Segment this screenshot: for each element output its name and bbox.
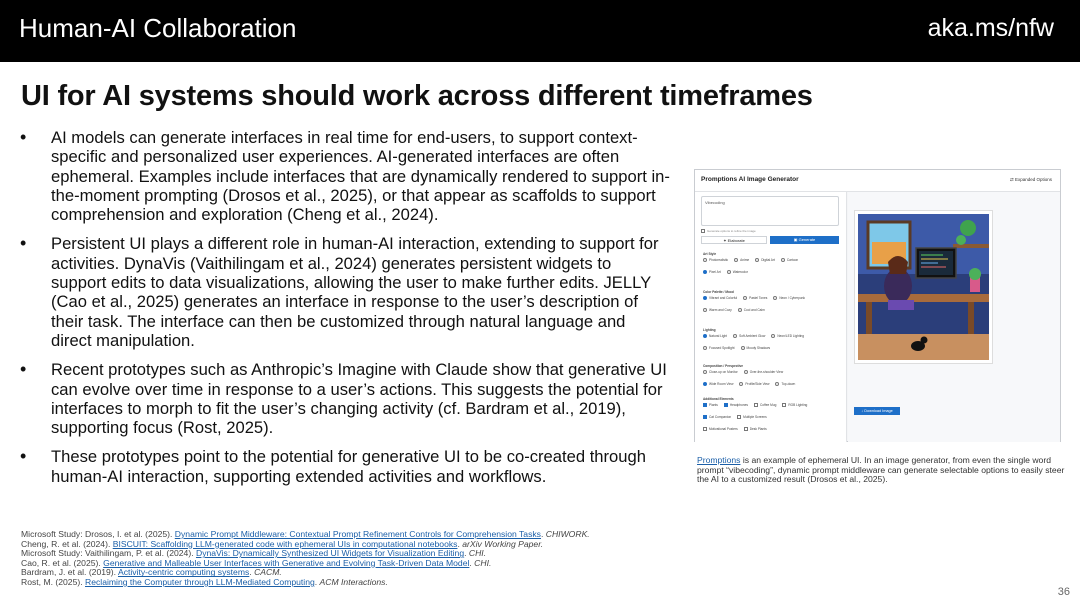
group-label: Composition / Perspective	[703, 364, 744, 368]
page-number: 36	[1057, 586, 1070, 598]
reference-item: Cao, R. et al. (2025). Generative and Malleable User Interfaces with Generative and Evolving Task-Driven Data Model. CHI.	[21, 557, 492, 568]
reference-item: Microsoft Study: Drosos, I. et al. (2025). Dynamic Prompt Middleware: Contextual Prompt Refinement Controls for Comprehension Tasks. CHIWORK.	[21, 529, 590, 539]
bullet-list	[20, 128, 670, 496]
bullet-item	[20, 447, 670, 486]
checkbox-icon[interactable]	[701, 229, 705, 233]
reference-link[interactable]: DynaVis: Dynamically Synthesized UI Widgets for Visualization Editing	[195, 548, 465, 559]
option-group-composition: Composition / Perspective Close-up on Monitor Over-the-shoulder View Wide Room View Profile/Side View Top-down	[703, 364, 801, 386]
group-label: Additional Elements	[703, 397, 734, 401]
bullet-text: Persistent UI plays a different role in human-AI interaction, extending to support for activities. DynaVis (Vaithilingam et al., 2024) generates persistent widgets to support edits to data visualizations, allowing the user to make further edits. JELLY (Cao et al., 2025) generates an interface in response to the user’s description of their task. The interface can then be customized through natural language and direct manipulation.	[51, 234, 659, 350]
bullet-item	[20, 128, 670, 224]
reference-item: Bardram, J. et al. (2019). Activity-centric computing systems. CACM.	[21, 567, 282, 578]
group-label: Lighting	[703, 328, 716, 332]
reference-link[interactable]: Activity-centric computing systems	[117, 567, 250, 578]
promptions-link[interactable]: Promptions	[697, 455, 741, 465]
hint-text: Generate options to refine the image	[701, 229, 756, 233]
reference-link[interactable]: BISCUIT: Scaffolding LLM-generated code with ephemeral UIs in computational notebooks	[112, 538, 458, 549]
generated-image	[854, 210, 993, 364]
prompt-input[interactable]: Vibecoding	[701, 196, 839, 226]
elaborate-button[interactable]: ✦ Elaborate	[701, 236, 767, 244]
vibecoding-illustration	[858, 214, 989, 360]
references	[21, 530, 701, 588]
slide-title: UI for AI systems should work across different timeframes	[21, 80, 813, 112]
reference-item: Cheng, R. et al. (2024). BISCUIT: Scaffolding LLM-generated code with ephemeral UIs in computational notebooks. arXiv Working Paper.	[21, 538, 544, 549]
bullet-text: AI models can generate interfaces in real time for end-users, to support context-specific and personalized user experiences. AI-generated interfaces are often ephemeral. Examples include interfaces that are dynamically rendered to support in-the-moment prompting (Drosos et al., 2025), or that appear as scaffolds to support comprehension and exploration (Cheng et al., 2024).	[51, 128, 670, 225]
expanded-options-toggle[interactable]: ⇄ Expanded Options	[1009, 177, 1052, 182]
header-link[interactable]: aka.ms/nfw	[927, 14, 1054, 42]
reference-link[interactable]: Generative and Malleable User Interfaces with Generative and Evolving Task-Driven Data Model	[103, 557, 470, 568]
option-group-art-style: Art Style Photorealistic Anime Digital Art Cartoon Pixel Art Watercolor	[703, 252, 804, 274]
app-title: Promptions AI Image Generator	[701, 176, 799, 183]
bullet-item	[20, 360, 670, 437]
expanded-options-label: Expanded Options	[1014, 177, 1052, 182]
group-label: Color Palette / Mood	[703, 290, 734, 294]
options-panel	[695, 192, 847, 442]
caption-text: is an example of ephemeral UI. In an image generator, from even the single word prompt “vibecoding”, dynamic prompt middleware can generate selectable options to easily steer the AI to a customized result (Drosos et al., 2025).	[697, 455, 1065, 485]
option-group-color: Color Palette / Mood Vibrant and Colorful Pastel Tones Neon / Cyberpunk Warm and Cozy Cool and Calm	[703, 290, 811, 312]
header-bar	[0, 0, 1080, 62]
bullet-item	[20, 234, 670, 350]
option-group-elements: Additional Elements Plants Headphones Coffee Mug RGB Lighting Cat Companion Multiple Screens Motivational Posters Desk Plants	[703, 397, 813, 431]
promptions-screenshot	[694, 169, 1061, 442]
header-title: Human-AI Collaboration	[19, 13, 297, 43]
bullet-dot-icon: •	[20, 446, 27, 467]
bullet-dot-icon: •	[20, 359, 27, 380]
bullet-dot-icon: •	[20, 233, 27, 254]
reference-link[interactable]: Reclaiming the Computer through LLM-Mediated Computing	[85, 576, 315, 587]
app-header	[695, 170, 1060, 192]
generate-button[interactable]: ▣ Generate	[770, 236, 839, 244]
option-group-lighting: Lighting Natural Light Soft Ambient Glow Neon/LED Lighting Focused Spotlight Moody Shadows	[703, 328, 810, 350]
reference-link[interactable]: Dynamic Prompt Middleware: Contextual Prompt Refinement Controls for Comprehension Tasks	[174, 529, 541, 539]
group-label: Art Style	[703, 252, 717, 256]
bullet-dot-icon: •	[20, 127, 27, 147]
bullet-text: Recent prototypes such as Anthropic’s Imagine with Claude show that generative UI can evolve over time in response to a user’s actions. This suggests the potential for interfaces to morph to fit the user’s changing activity (cf. Bardram et al., 2019), supporting focus (Rost, 2025).	[51, 360, 667, 438]
bullet-text: These prototypes point to the potential for generative UI to be co-created through human-AI interaction, supporting extended activities and workflows.	[51, 447, 646, 486]
image-panel	[848, 192, 1060, 442]
reference-item: Microsoft Study: Vaithilingam, P. et al. (2024). DynaVis: Dynamically Synthesized UI Widgets for Visualization Editing. CHI.	[21, 548, 487, 559]
reference-item: Rost, M. (2025). Reclaiming the Computer through LLM-Mediated Computing. ACM Interactions.	[21, 576, 388, 587]
download-image-button[interactable]: ↓ Download Image	[854, 407, 900, 415]
figure-caption	[697, 456, 1067, 485]
